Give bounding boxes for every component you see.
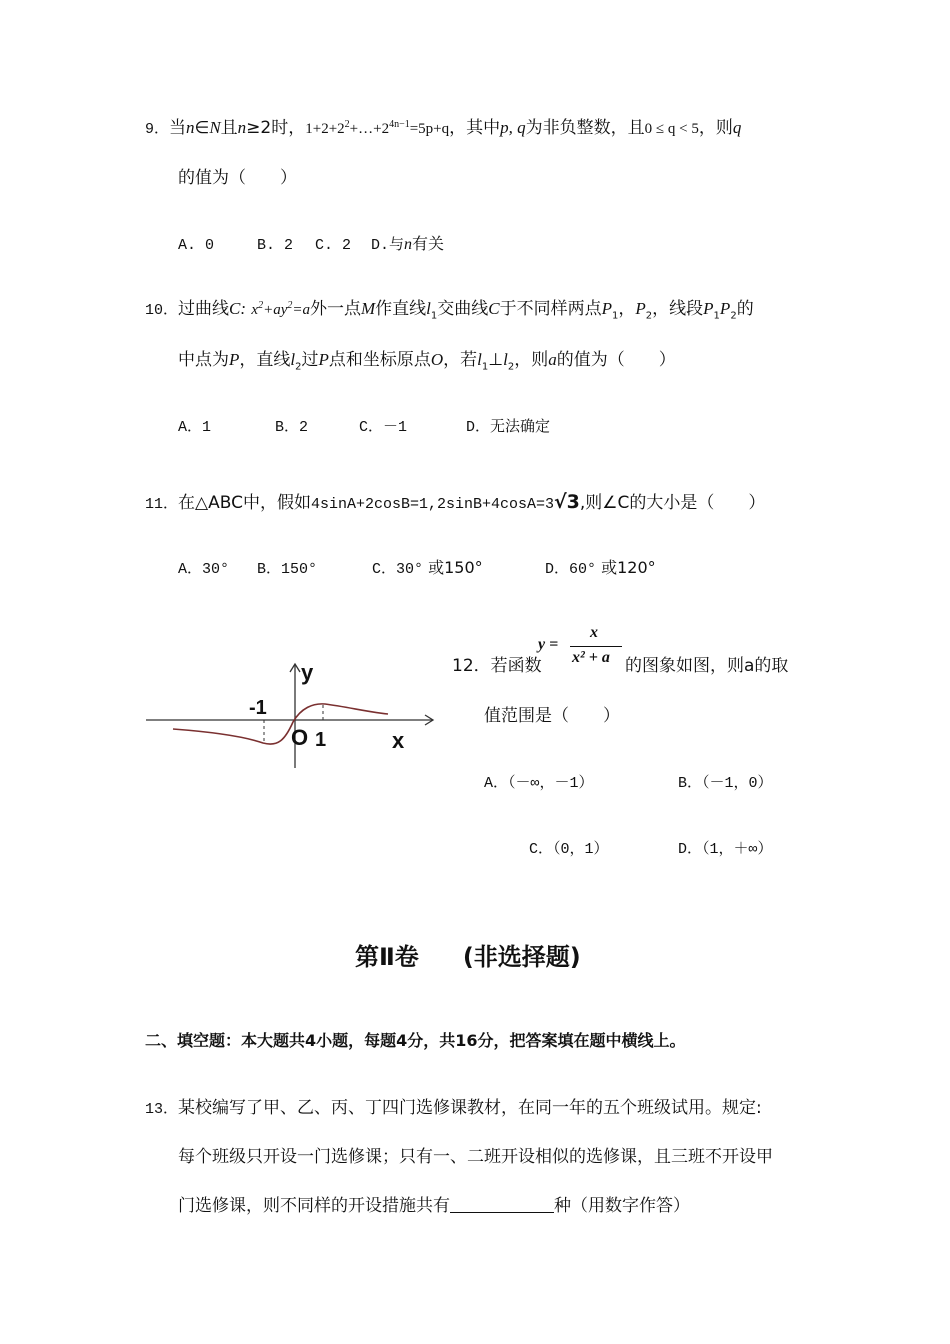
q12-numerator: x xyxy=(590,624,598,641)
q10-line-1: 10．过曲线C: $x^2+ay^2=a$外一点M作直线$l_1$交曲线C于不同样两点$P_1$，$P_2$，线段$P_1P_2$的 xyxy=(145,299,754,322)
y-axis-label: y xyxy=(301,660,314,685)
answer-blank[interactable] xyxy=(450,1194,554,1213)
x-axis-label: x xyxy=(392,728,405,753)
q13-number: 13． xyxy=(145,1101,179,1118)
q11-equations: 4sinA+2cosB=1,2sinB+4cosA=3 xyxy=(310,496,554,513)
q12-option-b: B．（－1，0） xyxy=(678,775,773,792)
tick-label-neg-one: -1 xyxy=(249,697,267,719)
q11-option-b: B．150° xyxy=(257,561,318,578)
q9-option-d: D.与n有关 xyxy=(371,234,445,254)
q12-option-c: C．（0，1） xyxy=(529,841,609,858)
q11-option-c: C．30° 或150° xyxy=(372,558,483,578)
q9-option-b: B. 2 xyxy=(257,237,294,254)
q12-line-2: 值范围是（ ） xyxy=(484,706,620,726)
q13-line-3: 门选修课，则不同样的开设措施共有 种（用数字作答） xyxy=(178,1196,690,1216)
q9-line-1: 9．当n∈N且n≥2时，$1+2+2^2+\dots+2^{4n-1}=5p+q$，其中p, q为非负整数，且0 ≤ q < 5，则q xyxy=(145,118,742,138)
q12-number: 12．若函数 xyxy=(452,656,542,676)
q9-line-2: 的值为（ ） xyxy=(178,168,297,188)
q11-option-d: D．60° 或120° xyxy=(545,558,656,578)
q12-line-1-tail: 的图象如图，则a的取 xyxy=(625,656,789,676)
q11-line-1: 11．在△ABC中，假如4sinA+2cosB=1,2sinB+4cosA=3√3,则∠C的大小是（ ） xyxy=(145,491,766,513)
q13-line-2: 每个班级只开设一门选修课；只有一、二班开设相似的选修课，且三班不开设甲 xyxy=(178,1147,773,1167)
q12-fraction-bar xyxy=(570,646,622,647)
q13-line-1: 13．某校编写了甲、乙、丙、丁四门选修课教材，在同一年的五个班级试用。规定: xyxy=(145,1098,762,1118)
q9-number: 9． xyxy=(145,121,170,138)
function-curve xyxy=(173,704,388,744)
section-heading-fill-in: 二、填空题：本大题共4小题，每题4分，共16分，把答案填在题中横线上。 xyxy=(145,1031,686,1050)
tick-label-pos-one: 1 xyxy=(315,729,327,751)
q12-option-a: A．（－∞，－1） xyxy=(484,775,594,792)
q10-option-d: D．无法确定 xyxy=(466,419,551,436)
q12-option-d: D．（1，＋∞） xyxy=(678,841,773,858)
q10-line-2: 中点为P，直线$l_2$过P点和坐标原点O，若$l_1\perp l_2$，则a的值为（ ） xyxy=(178,350,676,373)
q12-function-graph xyxy=(143,650,443,780)
q12-y-equals: y = xyxy=(538,636,559,653)
sqrt-three: √3 xyxy=(554,491,580,513)
q11-option-a: A．30° xyxy=(178,561,230,578)
q10-option-a: A．1 xyxy=(178,419,212,436)
q10-curve-equation: $x^2+ay^2=a$ xyxy=(251,300,310,318)
q9-option-c: C. 2 xyxy=(315,237,352,254)
origin-label: O xyxy=(291,725,309,750)
q10-option-c: C．－1 xyxy=(359,419,408,436)
q12-denominator: x² + a xyxy=(572,649,610,666)
q10-number: 10． xyxy=(145,302,179,319)
q10-option-b: B．2 xyxy=(275,419,309,436)
q9-option-a: A. 0 xyxy=(178,237,215,254)
q9-sum-expression: $1+2+2^2+\dots+2^{4n-1}=5p+q$ xyxy=(305,119,450,137)
part-two-title: 第Ⅱ卷 (非选择题) xyxy=(355,943,581,971)
q11-number: 11． xyxy=(145,496,179,513)
